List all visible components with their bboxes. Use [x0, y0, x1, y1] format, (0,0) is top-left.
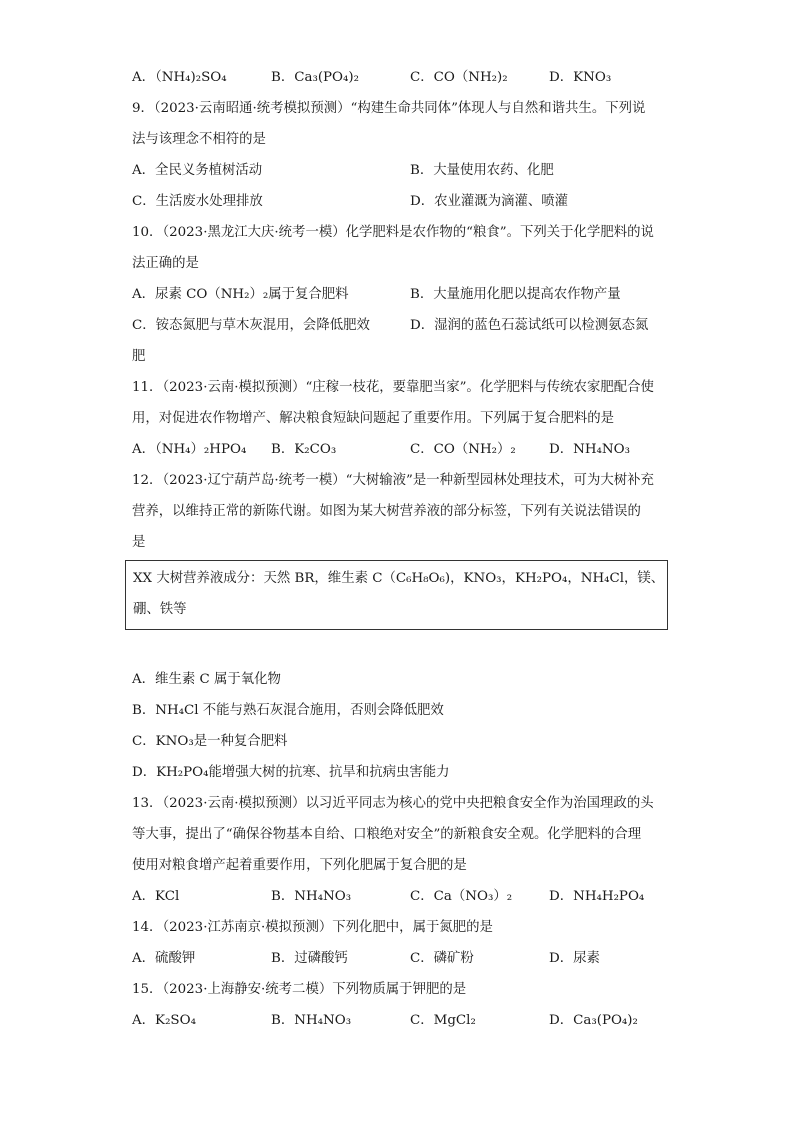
q8-options	[132, 62, 672, 93]
q15-option-b[interactable]: B．NH₄NO₃	[271, 1013, 352, 1028]
q8-option-c[interactable]: C．CO（NH₂)₂	[410, 70, 508, 85]
q10-stem-line-2: 法正确的是	[132, 256, 199, 271]
q10-options-row-1	[132, 279, 672, 310]
q13-options	[132, 881, 672, 912]
q8-option-d[interactable]: D．KNO₃	[549, 70, 612, 85]
q9-options-row-1	[132, 155, 672, 186]
question-page	[132, 62, 672, 1036]
q9-options-row-2	[132, 186, 672, 217]
label-box-line-1: XX 大树营养液成分：天然 BR，维生素 C（C₆H₈O₆)，KNO₃，KH₂PO₄，NH₄Cl，镁、	[133, 571, 665, 586]
q9-option-a[interactable]: A．全民义务植树活动	[132, 163, 263, 178]
q8-option-b[interactable]: B．Ca₃(PO₄)₂	[271, 70, 360, 85]
q14-option-c[interactable]: C．磷矿粉	[410, 951, 474, 966]
q13-option-b[interactable]: B．NH₄NO₃	[271, 889, 352, 904]
q14-stem-line-1: 14．（2023·江苏南京·模拟预测）下列化肥中，属于氮肥的是	[132, 920, 493, 935]
q13-option-c[interactable]: C．Ca（NO₃）₂	[410, 889, 513, 904]
q14-option-d[interactable]: D．尿素	[549, 951, 600, 966]
q13-option-a[interactable]: A．KCl	[132, 889, 180, 904]
q12-stem-line-2: 营养，以维持正常的新陈代谢。如图为某大树营养液的部分标签，下列有关说法错误的	[132, 504, 641, 519]
q9-stem-line-2: 法与该理念不相符的是	[132, 132, 266, 147]
q14-option-a[interactable]: A．硫酸钾	[132, 951, 196, 966]
q10-option-b[interactable]: B．大量施用化肥以提高农作物产量	[410, 287, 621, 302]
q15-option-c[interactable]: C．MgCl₂	[410, 1013, 476, 1028]
q11-option-a[interactable]: A．（NH₄）₂HPO₄	[132, 442, 247, 457]
q12-option-c[interactable]: C．KNO₃是一种复合肥料	[132, 734, 288, 749]
q11-stem-line-2: 用，对促进农作物增产、解决粮食短缺问题起了重要作用。下列属于复合肥料的是	[132, 411, 615, 426]
q15-option-d[interactable]: D．Ca₃(PO₄)₂	[549, 1013, 638, 1028]
nutrient-label-box	[125, 560, 668, 630]
q9-option-d[interactable]: D．农业灌溉为滴灌、喷灌	[410, 194, 569, 209]
q9-option-b[interactable]: B．大量使用农药、化肥	[410, 163, 554, 178]
q11-stem-line-1: 11．（2023·云南·模拟预测）“庄稼一枝花，要靠肥当家”。化学肥料与传统农家肥配合使	[132, 380, 654, 395]
q9-stem-line-1: 9．（2023·云南昭通·统考模拟预测）“构建生命共同体”体现人与自然和谐共生。下列说	[132, 101, 646, 116]
q11-option-b[interactable]: B．K₂CO₃	[271, 442, 337, 457]
q11-option-c[interactable]: C．CO（NH₂）₂	[410, 442, 516, 457]
q12-option-b[interactable]: B．NH₄Cl 不能与熟石灰混合施用，否则会降低肥效	[132, 703, 444, 718]
q12-option-d[interactable]: D．KH₂PO₄能增强大树的抗寒、抗旱和抗病虫害能力	[132, 765, 450, 780]
q14-options	[132, 943, 672, 974]
q11-option-d[interactable]: D．NH₄NO₃	[549, 442, 630, 457]
q13-stem-line-1: 13．（2023·云南·模拟预测）以习近平同志为核心的党中央把粮食安全作为治国理政的头	[132, 796, 654, 811]
q12-stem-line-3: 是	[132, 535, 146, 550]
q10-option-c[interactable]: C．铵态氮肥与草木灰混用，会降低肥效	[132, 318, 370, 333]
q12-option-a[interactable]: A．维生素 C 属于氧化物	[132, 672, 281, 687]
q13-stem-line-3: 使用对粮食增产起着重要作用，下列化肥属于复合肥的是	[132, 858, 467, 873]
q13-option-d[interactable]: D．NH₄H₂PO₄	[549, 889, 645, 904]
q15-option-a[interactable]: A．K₂SO₄	[132, 1013, 196, 1028]
q10-options-row-2	[132, 310, 672, 341]
q8-option-a[interactable]: A．（NH₄)₂SO₄	[132, 70, 227, 85]
label-box-line-2: 硼、铁等	[133, 602, 187, 617]
q15-options	[132, 1005, 672, 1036]
q11-options	[132, 434, 672, 465]
q9-option-c[interactable]: C．生活废水处理排放	[132, 194, 263, 209]
q10-option-d-tail: 肥	[132, 349, 146, 364]
q15-stem-line-1: 15．（2023·上海静安·统考二模）下列物质属于钾肥的是	[132, 982, 467, 997]
q10-stem-line-1: 10．（2023·黑龙江大庆·统考一模）化学肥料是农作物的“粮食”。下列关于化学肥料的说	[132, 225, 654, 240]
q10-option-d[interactable]: D．湿润的蓝色石蕊试纸可以检测氨态氮	[410, 318, 649, 333]
q14-option-b[interactable]: B．过磷酸钙	[271, 951, 348, 966]
q10-option-a[interactable]: A．尿素 CO（NH₂）₂属于复合肥料	[132, 287, 349, 302]
q13-stem-line-2: 等大事，提出了“确保谷物基本自给、口粮绝对安全”的新粮食安全观。化学肥料的合理	[132, 827, 642, 842]
q12-stem-line-1: 12．（2023·辽宁葫芦岛·统考一模）“大树输液”是一种新型园林处理技术，可为大树补充	[132, 473, 654, 488]
